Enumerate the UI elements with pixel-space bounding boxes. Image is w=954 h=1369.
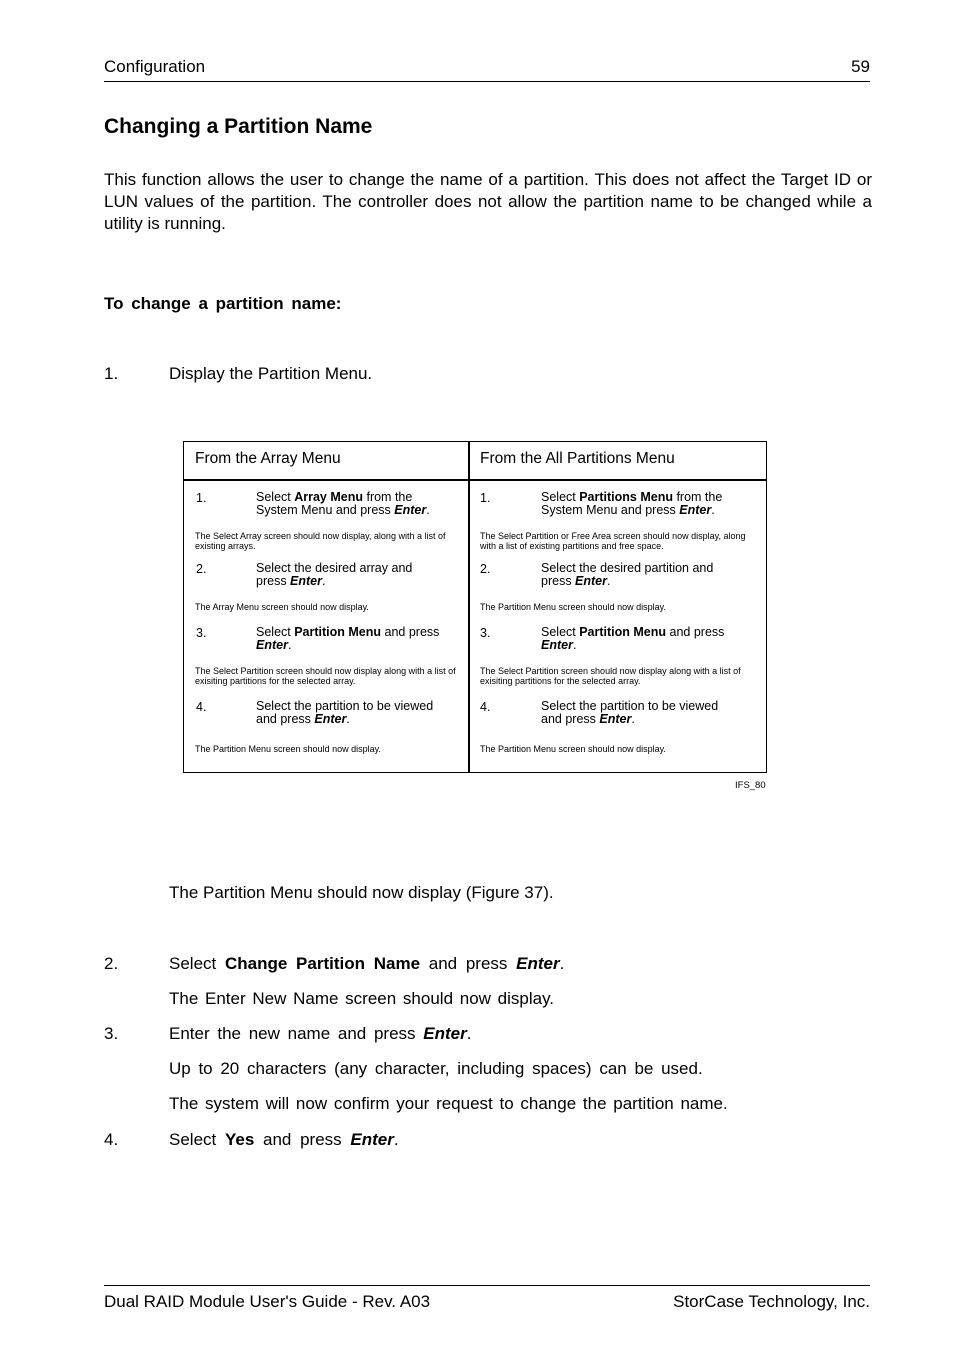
- step-number: 3.: [104, 1024, 119, 1043]
- figure-step-note: The Select Array screen should now display, along with a list of existing arrays.: [195, 531, 446, 551]
- figure-step-number: 4.: [480, 700, 491, 714]
- footer-company: StorCase Technology, Inc.: [673, 1292, 870, 1311]
- figure-step-text: Select the partition to be viewed and press Enter.: [541, 699, 719, 726]
- figure-step-note: The Select Partition or Free Area screen should now display, along with a list of existing partitions and free space.: [480, 531, 746, 551]
- figure-step-number: 1.: [480, 491, 491, 505]
- step-note: Up to 20 characters (any character, including spaces) can be used.: [169, 1059, 703, 1078]
- step-note: The Enter New Name screen should now display.: [169, 989, 555, 1008]
- figure-step-note: The Partition Menu screen should now display.: [480, 744, 666, 754]
- figure-step-number: 1.: [196, 491, 207, 505]
- figure-step-note: The Array Menu screen should now display.: [195, 602, 369, 612]
- figure-step-text: Select the partition to be viewed and press Enter.: [256, 699, 434, 726]
- figure-step-text: Select the desired partition and press Enter.: [541, 561, 714, 588]
- figure-step-text: Select Array Menu from the System Menu and press Enter.: [256, 490, 430, 517]
- intro-paragraph: This function allows the user to change the name of a partition. This does not affect the Target ID or LUN values of the partition. The controller does not allow the partition name to be changed while a utility is running.: [104, 170, 872, 233]
- figure-step-text: Select Partition Menu and press Enter.: [256, 625, 440, 652]
- figure-step-number: 3.: [196, 626, 207, 640]
- header-rule: [104, 81, 870, 82]
- procedure-figure: [183, 441, 767, 773]
- footer-rule: [104, 1285, 870, 1286]
- step-note: The system will now confirm your request to change the partition name.: [169, 1094, 728, 1113]
- figure-step-number: 2.: [480, 562, 491, 576]
- figure-step-note: The Select Partition screen should now display along with a list of exisiting partitions for the selected array.: [195, 666, 456, 686]
- figure-column-heading: From the All Partitions Menu: [480, 450, 675, 467]
- procedure-heading: To change a partition name:: [104, 294, 342, 313]
- figure-step-number: 3.: [480, 626, 491, 640]
- step-text: Display the Partition Menu.: [169, 364, 373, 383]
- figure-step-text: Select the desired array and press Enter.: [256, 561, 413, 588]
- step-number: 1.: [104, 364, 119, 383]
- page-number: 59: [851, 57, 870, 76]
- figure-step-number: 2.: [196, 562, 207, 576]
- running-header-section: Configuration: [104, 57, 206, 76]
- step-text: Select Yes and press Enter.: [169, 1130, 399, 1149]
- figure-step-note: The Select Partition screen should now display along with a list of exisiting partitions for the selected array.: [480, 666, 741, 686]
- figure-step-text: Select Partition Menu and press Enter.: [541, 625, 725, 652]
- figure-id: IFS_80: [735, 780, 766, 791]
- step-text: Enter the new name and press Enter.: [169, 1024, 472, 1043]
- figure-step-number: 4.: [196, 700, 207, 714]
- figure-step-note: The Partition Menu screen should now display.: [195, 744, 381, 754]
- after-figure-text: The Partition Menu should now display (Figure 37).: [169, 883, 554, 902]
- figure-step-text: Select Partitions Menu from the System Menu and press Enter.: [541, 490, 723, 517]
- footer-document-title: Dual RAID Module User's Guide - Rev. A03: [104, 1292, 431, 1311]
- section-title: Changing a Partition Name: [104, 115, 373, 138]
- figure-column-all-partitions-menu: [470, 442, 754, 772]
- figure-step-note: The Partition Menu screen should now display.: [480, 602, 666, 612]
- step-text: Select Change Partition Name and press Enter.: [169, 954, 565, 973]
- figure-column-heading: From the Array Menu: [195, 450, 341, 467]
- step-number: 2.: [104, 954, 119, 973]
- figure-column-array-menu: [184, 442, 468, 772]
- step-number: 4.: [104, 1130, 119, 1149]
